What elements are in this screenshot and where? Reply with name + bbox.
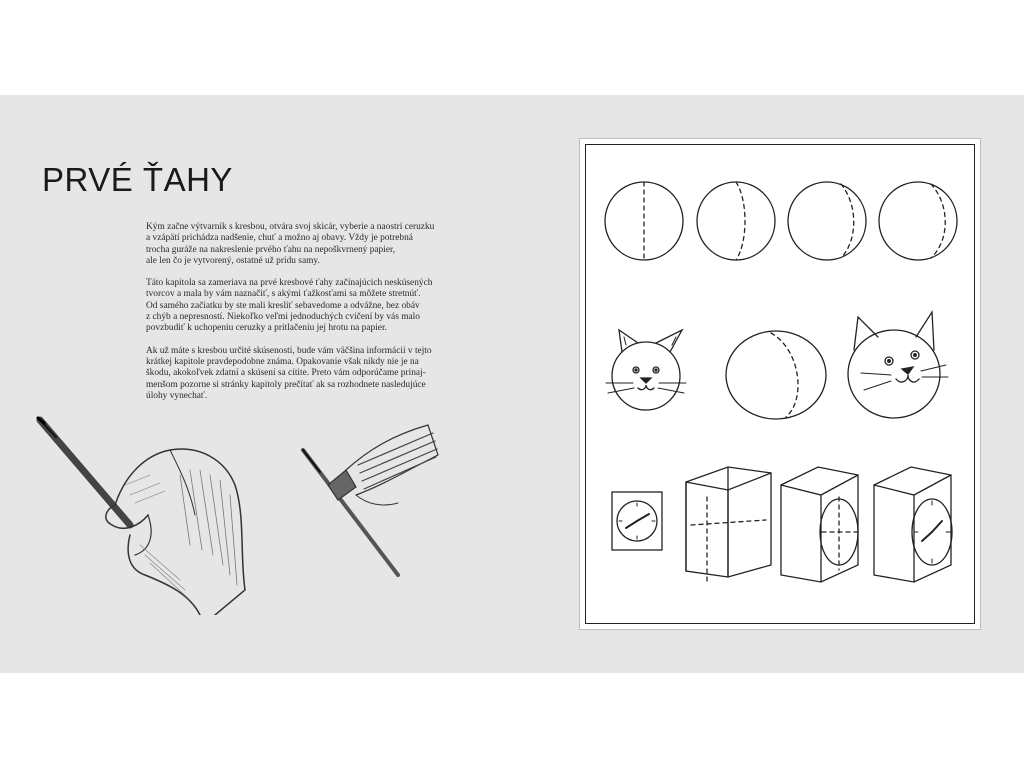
sphere-sketch-2	[697, 182, 775, 260]
paragraph-2: Táto kapitola sa zameriava na prvé kresbové ťahy začínajúcich neskúsených tvorcov a mala by vám naznačiť, s akými ťažkosťami sa môžete stretnúť. Od samého začiatku by ste mali kresliť sebavedome a odvážne, bez obáv z chýb a nepresností. Niekoľko veľmi jednoduchých cvičení by vás malo povzbudiť k uchopeniu ceruzky a pritlačeniu jej hrotu na papier.	[146, 278, 433, 334]
sphere-sketch-1	[605, 182, 683, 260]
sphere-sketch-4	[879, 182, 957, 260]
box-construction	[686, 467, 771, 583]
box-clock-finished	[874, 467, 952, 582]
paragraph-1: Kým začne výtvarník s kresbou, otvára svoj skicár, vyberie a naostrí ceruzku a vzápätí prichádza nadšenie, chuť a možno aj obavy. Vždy je potrebná trocha guráže na nakreslenie prvého ťahu na nepoškvrnený papier, ale len čo je vytvorený, ostatné už prídu samy.	[146, 222, 435, 266]
hand-pencil-illustration	[30, 415, 280, 615]
sphere-shaded	[726, 331, 826, 419]
sphere-sketch-3	[788, 182, 866, 260]
box-circle-sketch	[781, 467, 858, 582]
cat-face-turned	[848, 312, 948, 418]
clock-front	[612, 492, 662, 550]
sheet-frame	[585, 144, 975, 624]
intro-text	[146, 222, 446, 413]
page-title: PRVÉ ŤAHY	[42, 161, 233, 198]
pencil-grip-illustration	[298, 415, 448, 580]
exercise-sheet	[579, 138, 981, 630]
paragraph-3: Ak už máte s kresbou určité skúsenosti, bude vám väčšina informácií v tejto krátkej kapitole pravdepodobne známa. Opakovanie však nikdy nie je na škodu, akokoľvek zdatní a skúsení sa cítite. Preto vám odporúčame prinaj- menšom pozorne si stránky kapitoly prečítať ak sa rozhodnete nasledujúce úlohy vynechať.	[146, 345, 432, 401]
cat-face-front	[606, 330, 686, 410]
